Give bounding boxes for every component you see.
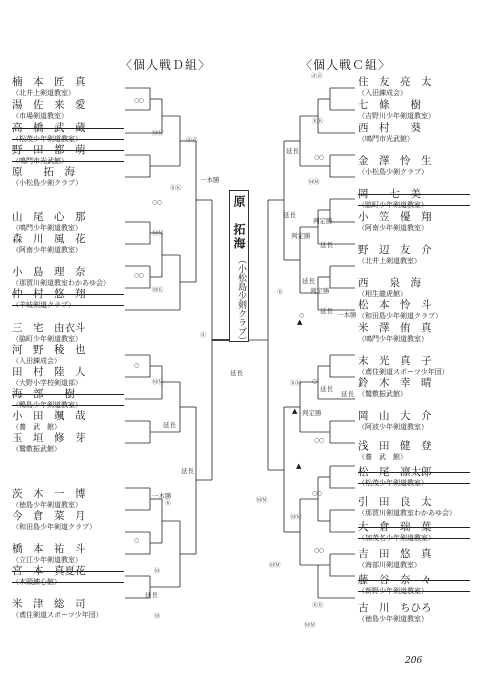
- encho-label: 延長: [286, 147, 299, 155]
- entry-d-13: 海 部 樹 （鴨島少年剣道教室）: [12, 388, 124, 410]
- entry-c-12: 鈴 木 幸 晴 （鷲敷振武館）: [358, 377, 432, 398]
- entry-d-20: 米 津 総 司 （鳶住剣道スポーツ少年団）: [12, 598, 103, 619]
- encho-label: 延長: [320, 385, 333, 393]
- entry-c-15: 松 尾 凛太郎 （松茂少年剣道教室）: [358, 466, 470, 488]
- triangle-mark-icon: ▲: [292, 407, 298, 415]
- entry-d-18: 橋 本 祐 斗 （立江少年剣道教室）: [12, 543, 86, 564]
- entry-d-4: 野 田 都 萌 （鳴門市光武館）: [12, 144, 124, 166]
- entry-c-5: 岡 七 美 （脇町少年剣道教室）: [358, 188, 470, 210]
- score-mark: ⓓⓓ: [311, 73, 323, 80]
- entry-c-18: 吉 田 悠 真 （海部川剣道教室）: [358, 548, 432, 569]
- entry-c-13: 岡 山 大 介 （阿波少年剣道教室）: [358, 410, 432, 431]
- entry-c-2: 七 條 樹 （吉野川少年剣道教室）: [358, 99, 435, 120]
- score-mark: ⓂⓀ: [152, 287, 164, 294]
- entry-c-6: 小 笠 優 翔 （阿南少年剣道教室）: [358, 211, 432, 232]
- entry-c-4: 金 澤 怜 生 （小松島少剣クラブ）: [358, 155, 432, 176]
- score-mark: ⓂⓂ: [269, 562, 281, 569]
- encho-label: 延長: [320, 241, 333, 249]
- entry-c-10: 米 澤 侑 真 （鳴門少年剣道教室）: [358, 322, 432, 343]
- score-mark: ○: [134, 537, 139, 544]
- entry-c-8: 西 泉 海 （相生龍虎館）: [358, 277, 421, 298]
- entry-d-17: 今 倉 菜 月 （和田島少年剣道クラブ）: [12, 510, 97, 531]
- page-number: 206: [405, 656, 423, 666]
- entry-d-12: 田 村 陸 人 （大野小学校剣道部）: [12, 366, 86, 387]
- encho-label: 延長: [320, 307, 333, 315]
- entry-c-14: 浅 田 健 登 （養 武 館）: [358, 440, 432, 461]
- score-mark: ⓀⓀ: [312, 118, 324, 125]
- entry-c-16: 引 田 良 太 （那賀川剣道教室わかあゆ会）: [358, 496, 456, 517]
- score-mark: ⓂⓂ: [256, 497, 268, 504]
- entry-c-1: 住 友 亮 太 （入田錬成会）: [358, 76, 432, 97]
- encho-label: 延長: [283, 211, 296, 219]
- encho-label: 延長: [163, 421, 176, 429]
- ippon-label: 一本勝: [337, 311, 357, 319]
- entry-d-3: 高 橋 武 蔵 （松茂少年剣道教室）: [12, 122, 124, 144]
- entry-c-9: 松 本 怜 斗 （和田島少年剣道クラブ）: [358, 299, 443, 320]
- encho-label: 延長: [302, 277, 315, 285]
- entry-d-16: 茨 木 一 博 （徳島少年剣道教室）: [12, 488, 86, 509]
- encho-label: 延長: [145, 591, 158, 599]
- score-mark: ⓂⓂ: [152, 379, 164, 386]
- score-mark: ⓀⓀ: [170, 185, 182, 192]
- score-mark: Ⓜ: [154, 568, 160, 575]
- entry-c-17: 大 倉 瑞 葉 （加茂名少年剣道教室）: [358, 521, 470, 543]
- score-mark: Ⓜ: [154, 613, 160, 620]
- score-mark: ○: [312, 378, 317, 385]
- score-mark: ⓂⓂ: [152, 130, 164, 137]
- entry-c-19: 藤 谷 奈 々 （新野少年剣道教室）: [358, 574, 470, 596]
- champion-box: [229, 190, 249, 345]
- entry-c-11: 末 光 真 子 （鳶住剣道スポーツ少年団）: [358, 355, 449, 376]
- encho-label: 延長: [230, 369, 243, 377]
- hantei-label: 判定勝: [310, 287, 330, 295]
- group-title-d: 〈個人戦Ｄ組〉: [120, 58, 212, 72]
- score-mark: ○○: [312, 490, 322, 497]
- champion-name: 原 拓海: [232, 195, 246, 251]
- score-mark: ○○: [152, 199, 162, 206]
- score-mark: ⓂⓂ: [152, 230, 164, 237]
- score-mark: ○: [134, 362, 139, 369]
- entry-d-11: 河 野 稜 也 （入田錬成会）: [12, 344, 86, 365]
- entry-d-7: 森 川 風 花 （阿南少年剣道教室）: [12, 233, 86, 254]
- entry-d-10: 三 宅 由衣斗 （脇町少年剣道教室）: [12, 322, 86, 343]
- score-mark: ⓓ: [200, 332, 206, 339]
- entry-d-14: 小 田 颯 哉 （養 武 館）: [12, 410, 86, 431]
- entry-c-20: 古 川 ちひろ （徳島少年剣道教室）: [358, 602, 432, 623]
- entry-d-15: 玉 垣 修 芽 （鷲敷振武館）: [12, 432, 86, 453]
- encho-label: 延長: [181, 467, 194, 475]
- score-mark: ○○: [314, 547, 324, 554]
- score-mark: ○○: [134, 272, 144, 279]
- score-mark: ⓀⓀ: [312, 602, 324, 609]
- score-mark: ⓂⓂ: [308, 179, 320, 186]
- entry-d-5: 原 拓 海 （小松島少剣クラブ）: [12, 166, 83, 187]
- score-mark: Ⓚ: [277, 289, 283, 296]
- encho-label: 延長: [341, 390, 354, 398]
- score-mark: Ⓚ: [165, 500, 171, 507]
- score-mark: ⓂⓂ: [304, 622, 316, 629]
- score-mark: ○: [299, 312, 304, 319]
- entry-d-2: 湯 佐 来 愛 （市場剣道教室）: [12, 99, 86, 120]
- hantei-label: 判定勝: [313, 217, 333, 225]
- score-mark: ⓂⓂ: [290, 514, 302, 521]
- entry-d-6: 山 尾 心 那 （鳴門少年剣道教室）: [12, 211, 86, 232]
- entry-d-9: 仲 村 悠 翔 （羊岐剣道クラブ）: [12, 288, 124, 310]
- entry-d-8: 小 島 理 奈 （那賀川剣道教室わかあゆ会）: [12, 266, 110, 287]
- score-mark: ○○: [314, 154, 324, 161]
- hantei-label: 判定勝: [291, 232, 311, 240]
- triangle-mark-icon: ▲: [296, 462, 302, 470]
- score-mark: ○○: [314, 437, 324, 444]
- entry-d-1: 楠 本 匠 真 （北井上剣道教室）: [12, 76, 86, 97]
- group-title-c: 〈個人戦Ｃ組〉: [300, 58, 392, 72]
- entry-c-3: 西 村 葵 （鳴門市光武館）: [358, 122, 421, 143]
- champion-club: （小松島少剣クラブ）: [236, 255, 246, 345]
- triangle-mark-icon: ▲: [297, 318, 303, 326]
- entry-d-19: 宮 本 真夏花 （木頭錬心館）: [12, 565, 124, 587]
- hantei-label: 判定勝: [302, 409, 322, 417]
- score-mark: ⓀⓀ: [290, 380, 302, 387]
- ippon-label: 一本勝: [152, 492, 172, 500]
- score-mark: ○○: [134, 97, 144, 104]
- score-mark: ⓓⓓ: [186, 137, 198, 144]
- final-decision: 一本勝: [200, 176, 220, 184]
- entry-c-7: 野 辺 友 介 （北井上剣道教室）: [358, 244, 432, 265]
